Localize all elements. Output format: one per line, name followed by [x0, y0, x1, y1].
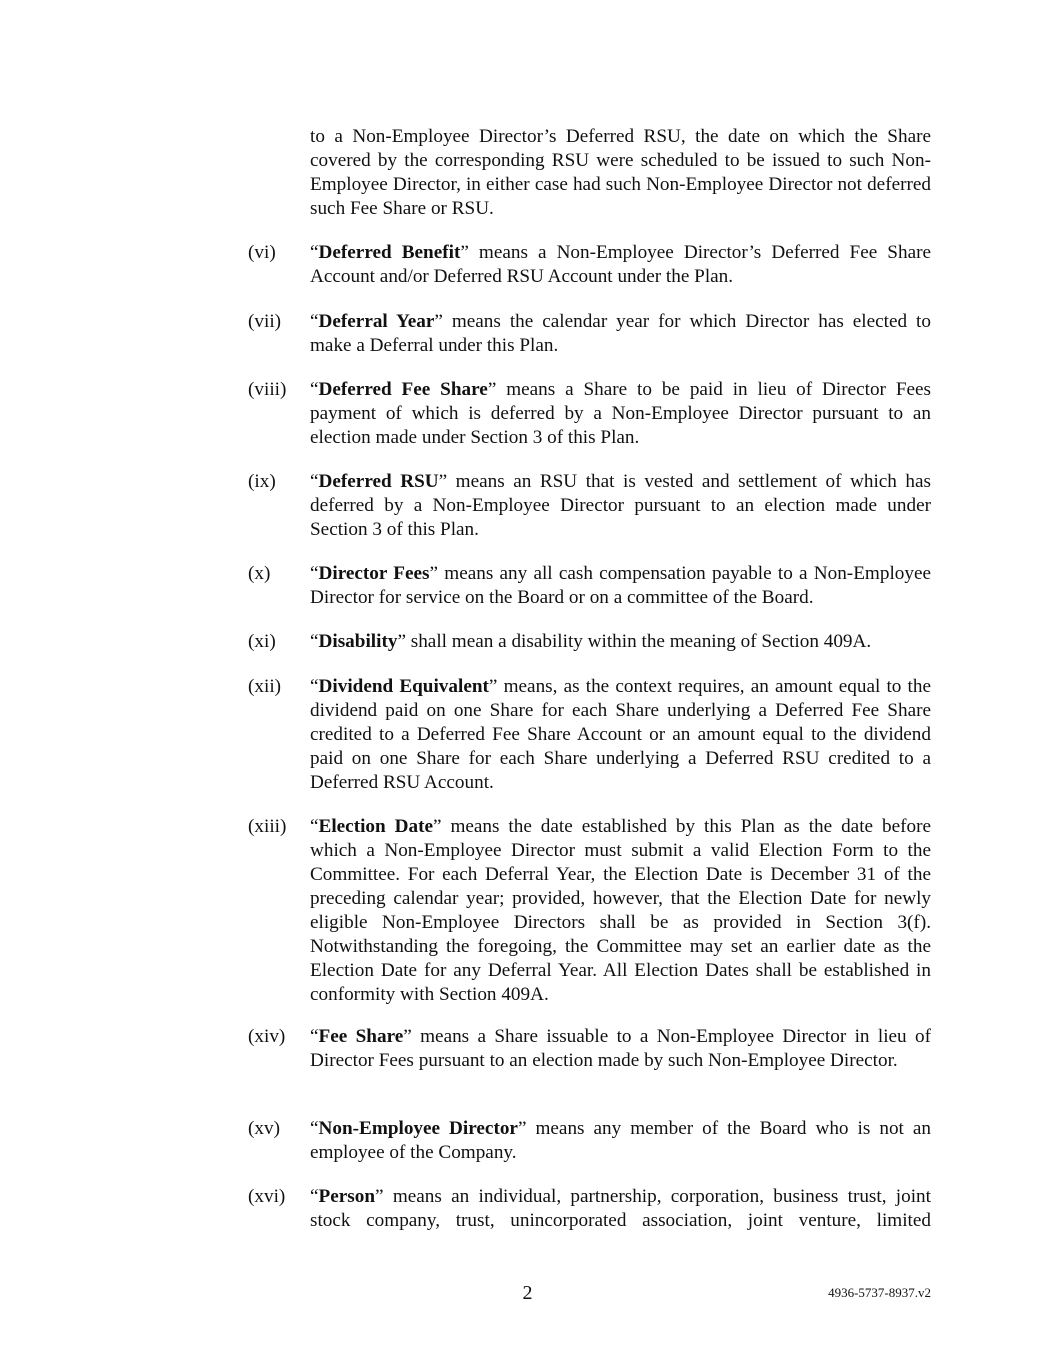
open-quote: “	[310, 816, 319, 837]
open-quote: “	[310, 311, 319, 332]
open-quote: “	[310, 631, 319, 652]
definition-body: ” means a Share to be paid in lieu of Director Fees payment of which is deferred by a Non-Employee Director pursuant to an election made under Section 3 of this Plan.	[310, 379, 931, 448]
definition-body: ” shall mean a disability within the meaning of Section 409A.	[397, 631, 872, 652]
definition-body: ” means the date established by this Plan as the date before which a Non-Employee Director must submit a valid Election Form to the Committee. For each Deferral Year, the Election Date is December 31 of the preceding calendar year; provided, however, that the Election Date for newly eligible Non-Employee Directors shall be as provided in Section 3(f). Notwithstanding the foregoing, the Committee may set an earlier date as the Election Date for any Deferral Year. All Election Dates shall be established in conformity with Section 409A.	[310, 816, 931, 1005]
definition-text	[310, 241, 931, 289]
item-number: (xiii)	[248, 816, 287, 837]
open-quote: “	[310, 242, 319, 263]
open-quote: “	[310, 1186, 319, 1207]
item-number: (xvi)	[248, 1186, 286, 1207]
defined-term: Non-Employee Director	[318, 1118, 518, 1139]
definition-item	[248, 378, 931, 450]
definition-body: ” means the calendar year for which Director has elected to make a Deferral under this Plan.	[310, 311, 931, 356]
defined-term: Director Fees	[318, 563, 430, 584]
open-quote: “	[310, 1026, 319, 1047]
item-number: (xi)	[248, 631, 276, 652]
definition-text	[310, 815, 931, 1007]
page-number: 2	[522, 1282, 533, 1304]
definition-body: ” means any all cash compensation payable to a Non-Employee Director for service on the Board or on a committee of the Board.	[310, 563, 931, 608]
open-quote: “	[310, 471, 319, 492]
defined-term: Deferral Year	[318, 311, 435, 332]
item-number: (vii)	[248, 311, 282, 332]
open-quote: “	[310, 563, 319, 584]
definition-text	[310, 378, 931, 450]
open-quote: “	[310, 1118, 319, 1139]
definition-item	[248, 1117, 931, 1165]
definition-body: ” means a Share issuable to a Non-Employee Director in lieu of Director Fees pursuant to an election made by such Non-Employee Director.	[310, 1026, 931, 1071]
defined-term: Dividend Equivalent	[318, 676, 489, 697]
definition-text	[310, 562, 931, 610]
definition-text	[310, 1185, 931, 1233]
definition-item	[248, 815, 931, 1007]
definition-text	[310, 1025, 931, 1073]
definition-text	[310, 470, 931, 542]
item-number: (xiv)	[248, 1026, 286, 1047]
definition-body: ” means an RSU that is vested and settlement of which has deferred by a Non-Employee Director pursuant to an election made under Section 3 of this Plan.	[310, 471, 931, 540]
open-quote: “	[310, 676, 319, 697]
item-number: (xii)	[248, 676, 282, 697]
defined-term: Election Date	[318, 816, 433, 837]
item-number: (vi)	[248, 242, 276, 263]
defined-term: Fee Share	[318, 1026, 404, 1047]
definition-body: ” means, as the context requires, an amount equal to the dividend paid on one Share for each Share underlying a Deferred Fee Share credited to a Deferred Fee Share Account or an amount equal to the dividend paid on one Share for each Share underlying a Deferred RSU credited to a Deferred RSU Account.	[310, 676, 932, 793]
definition-item	[248, 470, 931, 542]
open-quote: “	[310, 379, 319, 400]
intro-paragraph: to a Non-Employee Director’s Deferred RSU, the date on which the Share covered by the corresponding RSU were scheduled to be issued to such Non-Employee Director, in either case had such Non-Employee Director not deferred such Fee Share or RSU.	[310, 126, 931, 219]
defined-term: Deferred Benefit	[318, 242, 461, 263]
definition-item	[248, 562, 931, 610]
defined-term: Disability	[318, 631, 398, 652]
definition-item	[248, 1185, 931, 1233]
definition-text	[310, 1117, 931, 1165]
definition-body: ” means a Non-Employee Director’s Deferred Fee Share Account and/or Deferred RSU Account under the Plan.	[310, 242, 931, 287]
definition-item	[248, 241, 931, 289]
definition-item	[248, 630, 931, 654]
document-id: 4936-5737-8937.v2	[828, 1285, 931, 1300]
definition-body: ” means an individual, partnership, corporation, business trust, joint stock company, trust, unincorporated association, joint venture, limited	[310, 1186, 931, 1231]
definition-item	[248, 1025, 931, 1073]
item-number: (x)	[248, 563, 271, 584]
item-number: (viii)	[248, 379, 287, 400]
definition-text	[310, 630, 931, 654]
definition-item	[248, 310, 931, 358]
definition-item	[248, 675, 931, 795]
defined-term: Deferred Fee Share	[318, 379, 488, 400]
defined-term: Deferred RSU	[318, 471, 439, 492]
definition-body: ” means any member of the Board who is not an employee of the Company.	[310, 1118, 931, 1163]
definition-text	[310, 310, 931, 358]
item-number: (xv)	[248, 1118, 280, 1139]
defined-term: Person	[318, 1186, 376, 1207]
item-number: (ix)	[248, 471, 276, 492]
definition-text	[310, 675, 931, 795]
